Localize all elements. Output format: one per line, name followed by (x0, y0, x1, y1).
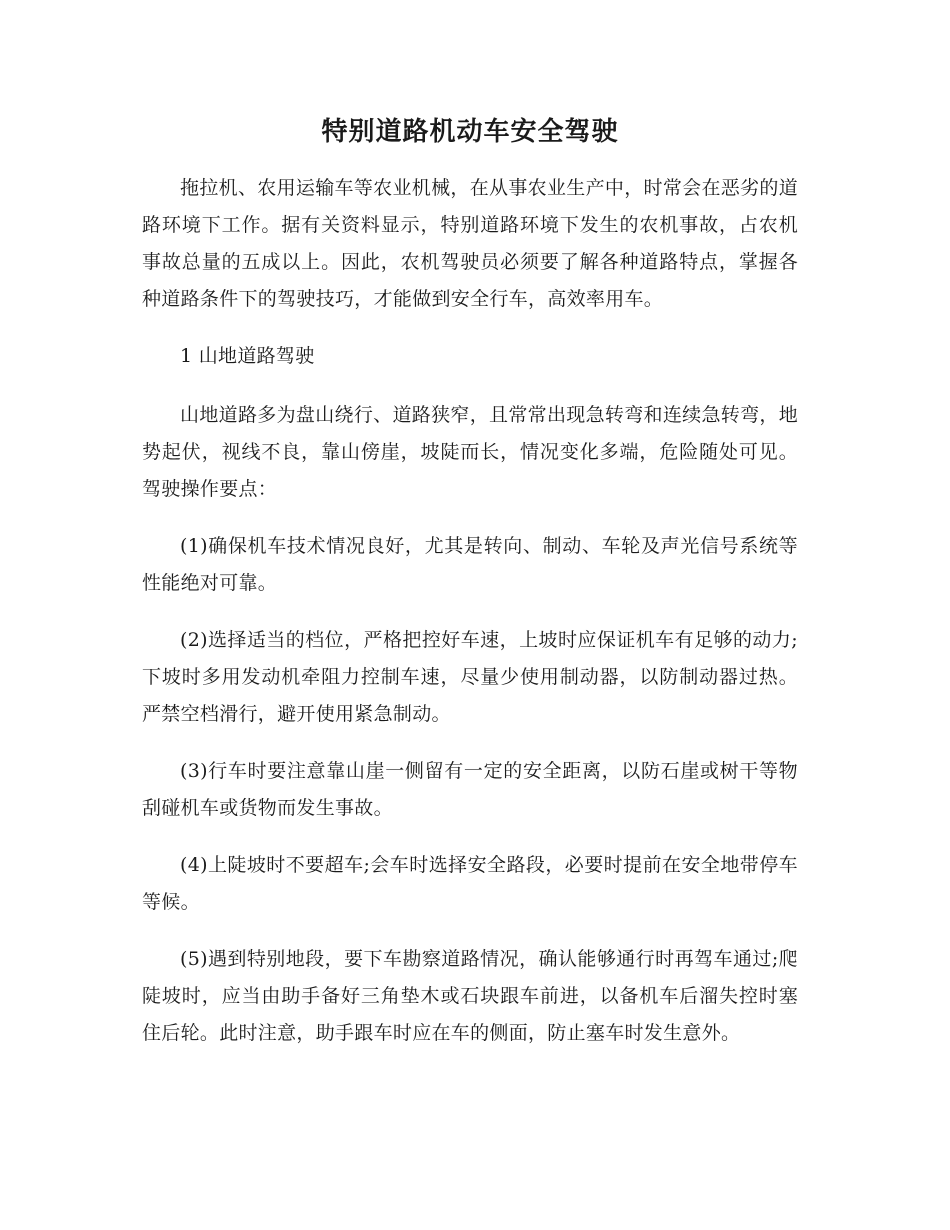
document-title: 特别道路机动车安全驾驶 (321, 117, 619, 147)
section-heading: 1 山地道路驾驶 (180, 345, 315, 367)
point-1-paragraph: (1)确保机车技术情况良好，尤其是转向、制动、车轮及声光信号系统等性能绝对可靠。 (142, 535, 798, 594)
point-5-paragraph: (5)遇到特别地段，要下车勘察道路情况，确认能够通行时再驾车通过;爬陡坡时，应当由助手备好三角垫木或石块跟车前进，以备机车后溜失控时塞住后轮。此时注意，助手跟车时应在车的侧面，防止塞车时发生意外。 (142, 948, 798, 1044)
point-4-paragraph: (4)上陡坡时不要超车;会车时选择安全路段，必要时提前在安全地带停车等候。 (142, 854, 798, 913)
section-intro-paragraph: 山地道路多为盘山绕行、道路狭窄，且常常出现急转弯和连续急转弯，地势起伏，视线不良，靠山傍崖，坡陡而长，情况变化多端，危险随处可见。驾驶操作要点： (142, 404, 798, 500)
point-2-paragraph: (2)选择适当的档位，严格把控好车速，上坡时应保证机车有足够的动力;下坡时多用发动机牵阻力控制车速，尽量少使用制动器，以防制动器过热。严禁空档滑行，避开使用紧急制动。 (142, 629, 798, 725)
intro-paragraph: 拖拉机、农用运输车等农业机械，在从事农业生产中，时常会在恶劣的道路环境下工作。据有关资料显示，特别道路环境下发生的农机事故，占农机事故总量的五成以上。因此，农机驾驶员必须要了解各种道路特点，掌握各种道路条件下的驾驶技巧，才能做到安全行车，高效率用车。 (142, 177, 798, 310)
point-3-paragraph: (3)行车时要注意靠山崖一侧留有一定的安全距离，以防石崖或树干等物刮碰机车或货物而发生事故。 (142, 760, 798, 819)
